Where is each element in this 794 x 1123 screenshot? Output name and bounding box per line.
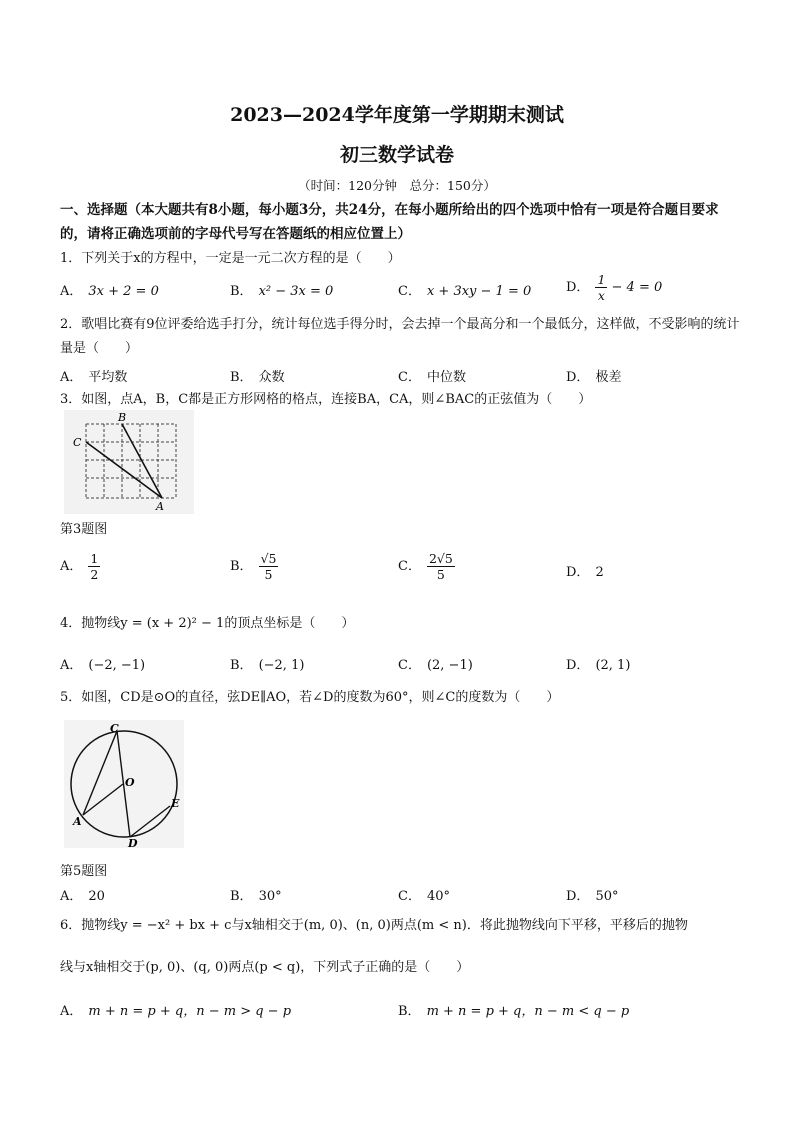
question-3-options [60, 551, 740, 591]
option-text: (−2, −1) [88, 658, 146, 673]
question-2-stem: 2．歌唱比赛有9位评委给选手打分，统计每位选手得分时，会去掉一个最高分和一个最低分，这样做，不受影响的统计量是（ ） [60, 317, 740, 356]
option-label: C． [398, 559, 421, 574]
question-1-options [60, 272, 740, 308]
section-heading: 一、选择题（本大题共有8小题，每小题3分，共24分，在每小题所给出的四个选项中恰有一项是符合题目要求的，请将正确选项前的字母代号写在答题纸的相应位置上） [60, 202, 719, 242]
option-label: C． [398, 658, 421, 673]
option-text: m + n = p + q，n − m < q − p [426, 1004, 630, 1019]
option-text: x + 3xy − 1 = 0 [426, 284, 532, 299]
option-text: (−2, 1) [258, 658, 305, 673]
option-label: C． [398, 889, 421, 904]
fraction-denominator: 5 [264, 567, 273, 582]
option-label: A． [60, 1004, 83, 1019]
option-label: D． [566, 370, 590, 385]
q5-option-b[interactable] [230, 885, 282, 904]
fraction-numerator: √5 [260, 551, 277, 566]
question-5-stem: 5．如图，CD是⊙O的直径，弦DE∥AO，若∠D的度数为60°，则∠C的度数为（ ） [60, 690, 560, 705]
q3-option-d[interactable] [566, 561, 604, 580]
option-text: 2 [595, 565, 604, 580]
q2-option-b[interactable] [230, 366, 285, 385]
option-label: D． [566, 565, 590, 580]
point-b-label: B [118, 411, 127, 424]
option-text: x² − 3x = 0 [258, 284, 334, 299]
option-text: 3x + 2 = 0 [88, 284, 159, 299]
exam-title: 2023—2024学年度第一学期期末测试 [230, 104, 564, 126]
question-3-caption: 第3题图 [60, 522, 108, 537]
option-label: D． [566, 658, 590, 673]
q5-option-c[interactable] [398, 885, 450, 904]
point-o-label: O [125, 776, 135, 789]
option-text: 20 [88, 889, 105, 904]
time-info: （时间：120分钟 总分：150分） [298, 178, 496, 193]
option-label: B． [230, 370, 253, 385]
q5-option-a[interactable] [60, 885, 105, 904]
fraction-numerator: 1 [90, 551, 99, 566]
q1-option-c[interactable] [398, 280, 531, 299]
question-5-options [60, 885, 740, 913]
question-4-stem: 4．抛物线y = (x + 2)² − 1的顶点坐标是（ ） [60, 616, 355, 631]
option-text: − 4 = 0 [607, 280, 663, 295]
option-text: 40° [426, 889, 450, 904]
q6-option-a[interactable] [60, 1000, 291, 1019]
option-text: 30° [258, 889, 282, 904]
fraction [88, 551, 100, 582]
option-text: (2, 1) [595, 658, 631, 673]
option-label: D． [566, 889, 590, 904]
fraction [595, 272, 607, 303]
q5-option-d[interactable] [566, 885, 618, 904]
q3-option-b[interactable] [230, 551, 278, 582]
q2-option-c[interactable] [398, 366, 466, 385]
fraction [259, 551, 279, 582]
question-6-options [60, 1000, 740, 1028]
exam-subtitle: 初三数学试卷 [339, 144, 454, 166]
q6-option-b[interactable] [398, 1000, 629, 1019]
option-label: A． [60, 559, 83, 574]
option-label: D． [566, 280, 590, 295]
q2-option-a[interactable] [60, 366, 127, 385]
q1-option-a[interactable] [60, 280, 159, 299]
point-a-label: A [73, 815, 82, 828]
point-c-label: C [73, 436, 82, 449]
option-label: C． [398, 370, 421, 385]
option-label: B． [230, 559, 253, 574]
fraction-denominator: x [597, 288, 605, 303]
option-label: A． [60, 658, 83, 673]
question-5-caption: 第5题图 [60, 864, 108, 879]
option-text: 中位数 [426, 370, 466, 385]
question-3-grid-figure [64, 410, 194, 514]
option-text: 极差 [595, 370, 622, 385]
q4-option-a[interactable] [60, 654, 145, 673]
question-4-options [60, 654, 740, 682]
q3-option-c[interactable] [398, 551, 455, 582]
option-label: C． [398, 284, 421, 299]
option-label: A． [60, 284, 83, 299]
q4-option-d[interactable] [566, 654, 630, 673]
q1-option-b[interactable] [230, 280, 333, 299]
fraction-denominator: 2 [90, 567, 99, 582]
question-1-stem: 1．下列关于x的方程中，一定是一元二次方程的是（ ） [60, 251, 401, 266]
fraction-numerator: 2√5 [428, 551, 453, 566]
question-5-circle-figure [64, 720, 184, 848]
fraction-denominator: 5 [436, 567, 445, 582]
point-e-label: E [171, 797, 180, 810]
fraction [427, 551, 455, 582]
question-6-stem-line-2: 线与x轴相交于(p, 0)、(q, 0)两点(p < q)，下列式子正确的是（ ） [60, 960, 470, 975]
question-6-stem-line-1: 6．抛物线y = −x² + bx + c与x轴相交于(m, 0)、(n, 0)两点(m < n)．将此抛物线向下平移，平移后的抛物 [60, 918, 688, 933]
option-label: B． [230, 284, 253, 299]
q4-option-b[interactable] [230, 654, 304, 673]
option-text: 平均数 [88, 370, 128, 385]
fraction-numerator: 1 [597, 272, 606, 287]
q3-option-a[interactable] [60, 551, 100, 582]
option-text: 50° [595, 889, 619, 904]
option-label: B． [230, 889, 253, 904]
option-text: (2, −1) [426, 658, 473, 673]
option-label: B． [398, 1004, 421, 1019]
option-label: A． [60, 889, 83, 904]
point-a-label: A [156, 500, 164, 513]
option-label: B． [230, 658, 253, 673]
q1-option-d[interactable] [566, 272, 662, 303]
q2-option-d[interactable] [566, 366, 621, 385]
point-d-label: D [128, 837, 138, 848]
option-text: m + n = p + q，n − m > q − p [88, 1004, 292, 1019]
option-text: 众数 [258, 370, 285, 385]
option-label: A． [60, 370, 83, 385]
point-c-label: C [110, 722, 119, 735]
question-3-stem: 3．如图，点A，B，C都是正方形网格的格点，连接BA，CA，则∠BAC的正弦值为（ ） [60, 392, 592, 407]
q4-option-c[interactable] [398, 654, 473, 673]
